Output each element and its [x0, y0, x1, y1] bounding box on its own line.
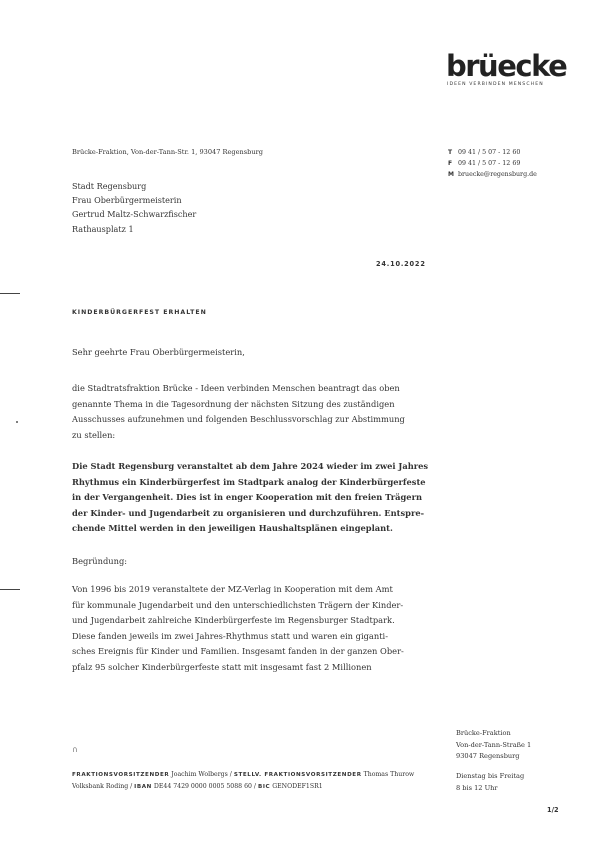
contact-email-link[interactable]: bruecke@regensburg.de [458, 171, 537, 178]
recipient-line: Gertrud Maltz-Schwarzfischer [72, 209, 197, 220]
text-line: pfalz 95 solcher Kinderbürgerfeste statt mit insgesamt fast 2 Millionen [72, 661, 372, 672]
punch-mark [16, 421, 18, 423]
recipient-line: Stadt Regensburg [72, 181, 147, 191]
text-line: genannte Thema in die Tagesordnung der nächsten Sitzung des zuständigen [72, 398, 395, 409]
contact-key: F [448, 160, 453, 167]
text-line: und Jugendarbeit zahlreiche Kinderbürgerfeste im Regensburger Stadtpark. [72, 615, 395, 625]
text-line: zu stellen: [72, 429, 116, 440]
iban-label: IBAN [134, 784, 152, 790]
office-hours-line: 8 bis 12 Uhr [456, 783, 498, 792]
fold-mark [0, 589, 20, 590]
bic-label: BIC [257, 784, 271, 790]
page-number: 1/2 [547, 806, 559, 814]
text-line: der Kinder- und Jugendarbeit zu organisieren und durchzuführen. Entspre- [72, 507, 425, 518]
chair-label: FRAKTIONSVORSITZENDER [72, 772, 170, 778]
iban-value: DE44 7429 0000 0005 5088 60 / [151, 783, 258, 790]
bic-value: GENODEF1SR1 [270, 783, 323, 790]
recipient-line: Rathausplatz 1 [72, 223, 134, 234]
footer-address [456, 728, 531, 763]
footer-chairs [72, 771, 414, 778]
text-line: Diese fanden jeweils im zwei Jahres-Rhythmus statt und waren ein giganti- [72, 630, 389, 641]
contact-fax [448, 158, 578, 169]
chair-name: Joachim Wolbergs / [169, 771, 234, 778]
salutation: Sehr geehrte Frau Oberbürgermeisterin, [72, 347, 245, 357]
office-hours-line: Dienstag bis Freitag [456, 772, 525, 780]
contact-block [448, 147, 578, 180]
text-line: Begründung: [72, 556, 128, 566]
footer-mark-icon: ∩ [72, 745, 78, 754]
contact-key: M [448, 171, 454, 178]
proposal-paragraph [72, 459, 452, 537]
text-line: Rhythmus ein Kinderbürgerfest im Stadtpark analog der Kinderbürgerfeste [72, 476, 426, 487]
text-line: die Stadtratsfraktion Brücke - Ideen verbinden Menschen beantragt das oben [72, 383, 400, 393]
brand-logo: brüecke [446, 49, 567, 83]
footer-address-line: 93047 Regensburg [456, 752, 520, 760]
text-line: Ausschusses aufzunehmen und folgenden Beschlussvorschlag zur Abstimmung [72, 414, 405, 424]
vice-chair-label: STELLV. FRAKTIONSVORSITZENDER [233, 772, 362, 778]
text-line: chende Mittel werden in den jeweiligen Haushaltsplänen eingeplant. [72, 523, 393, 533]
text-line: für kommunale Jugendarbeit und den unterschiedlichsten Trägern der Kinder- [72, 599, 404, 610]
text-line: Von 1996 bis 2019 veranstaltete der MZ-Verlag in Kooperation mit dem Amt [72, 584, 393, 594]
text-line: Die Stadt Regensburg veranstaltet ab dem Jahre 2024 wieder im zwei Jahres [72, 461, 429, 471]
office-hours [456, 771, 524, 794]
sender-address-line: Brücke-Fraktion, Von-der-Tann-Str. 1, 93047 Regensburg [72, 148, 263, 156]
reason-heading [72, 554, 452, 570]
contact-value: 09 41 / 5 07 - 12 60 [458, 149, 521, 156]
text-line: in der Vergangenheit. Dies ist in enger Kooperation mit den freien Trägern [72, 492, 422, 502]
footer-address-line: Von-der-Tann-Straße 1 [456, 740, 532, 749]
letter-date: 24.10.2022 [376, 260, 426, 268]
recipient-line: Frau Oberbürgermeisterin [72, 195, 182, 206]
footer-address-line: Brücke-Fraktion [456, 729, 511, 737]
recipient-address [72, 179, 196, 236]
letter-subject: KINDERBÜRGERFEST ERHALTEN [72, 309, 207, 316]
footer-bank [72, 783, 323, 790]
bank-name: Volksbank Roding / [72, 783, 135, 790]
text-line: sches Ereignis für Kinder und Familien. Insgesamt fanden in der ganzen Ober- [72, 646, 404, 656]
reason-paragraph [72, 582, 452, 675]
contact-value: 09 41 / 5 07 - 12 69 [458, 160, 521, 167]
intro-paragraph [72, 381, 452, 443]
fold-mark [0, 293, 20, 294]
brand-tagline: IDEEN VERBINDEN MENSCHEN [447, 82, 544, 87]
contact-mail [448, 169, 578, 180]
contact-key: T [448, 149, 453, 156]
contact-phone [448, 147, 578, 158]
vice-chair-name: Thomas Thurow [361, 771, 415, 778]
